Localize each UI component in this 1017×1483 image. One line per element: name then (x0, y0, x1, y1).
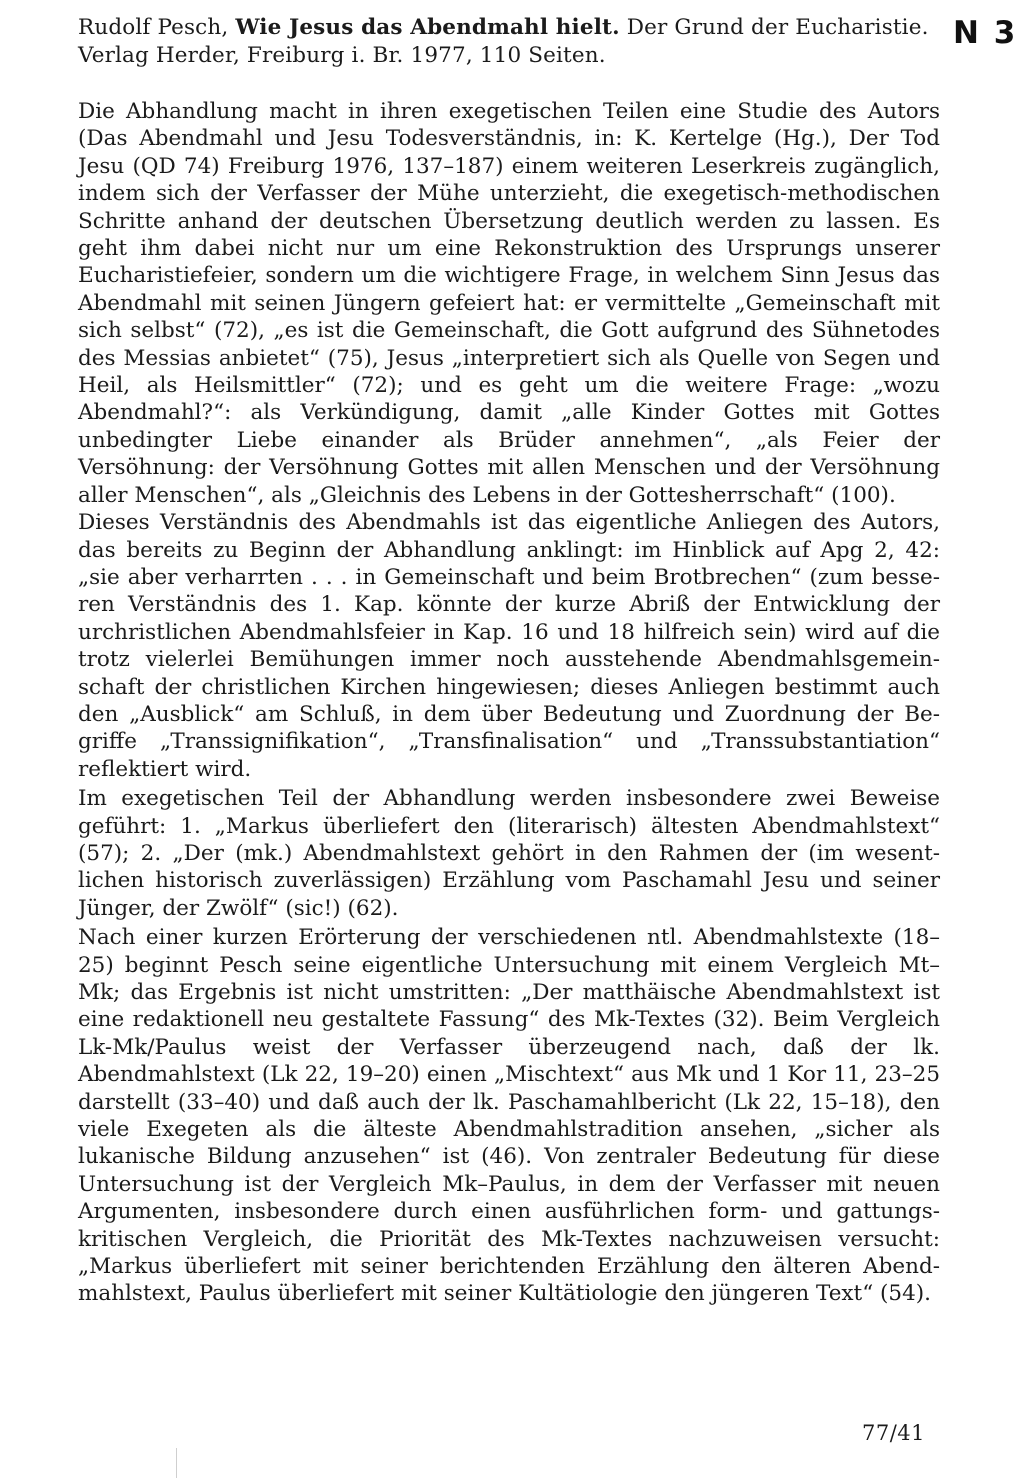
paragraph: Die Abhandlung macht in ihren exegetischen Teilen eine Studie des Autors (Das Abendmahl und Jesu Todesverständnis, in: K. Kertelge (Hg.), Der Tod Jesu (QD 74) Freiburg 1976, 137–187) einem weiteren Leserkreis zugänglich, indem sich der Verfasser der Mühe unterzieht, die exegetisch-methodischen Schritte anhand der deutschen Übersetzung deutlich werden zu lassen. Es geht ihm dabei nicht nur um eine Rekonstruktion des Ursprungs unserer Eucharistiefeier, sondern um die wichtigere Frage, in welchem Sinn Jesus das Abendmahl mit seinen Jüngern gefeiert hat: er vermittelte „Gemeinschaft mit sich selbst“ (72), „es ist die Gemeinschaft, die Gott aufgrund des Sühnetodes des Messias anbietet“ (75), Jesus „interpretiert sich als Quelle von Segen und Heil, als Heilsmittler“ (72); und es geht um die weitere Frage: „wozu Abendmahl?“: als Verkündigung, damit „alle Kinder Gottes mit Gottes unbedingter Liebe einander als Brüder annehmen“, „als Feier der Versöhnung: der Versöhnung Gottes mit allen Menschen und der Versöhnung aller Menschen“, als „Gleichnis des Lebens in der Gottesherrschaft“ (100). (78, 99, 940, 508)
book-title: Wie Jesus das Abendmahl hielt. (235, 15, 620, 40)
paragraph: Nach einer kurzen Erörterung der verschiedenen ntl. Abendmahlstexte (18–25) beginnt Pesch seine eigentliche Untersuchung mit einem Vergleich Mt–Mk; das Ergebnis ist nicht umstritten: „Der matthäische Abendmahlstext ist eine redaktionell neu gestaltete Fassung“ des Mk-Textes (32). Beim Vergleich Lk-Mk/Paulus weist der Verfasser überzeugend nach, daß der lk. Abendmahlstext (Lk 22, 19–20) einen „Mischtext“ aus Mk und 1 Kor 11, 23–25 darstellt (33–40) und daß auch der lk. Paschamahlbericht (Lk 22, 15–18), den viele Exegeten als die älteste Abendmahlstradition ansehen, „sicher als lukanische Bildung anzusehen“ ist (46). Von zentraler Bedeutung für diese Untersuchung ist der Vergleich Mk–Paulus, in dem der Verfasser mit neuen Argumenten, insbesondere durch einen ausführlichen form- und gattungskritischen Vergleich, die Priorität des Mk-Textes nachzuweisen versucht: „Markus überliefert mit seiner berichtenden Erzählung den älteren Abendmahlstext, Paulus überliefert mit seiner Kultätiologie den jüngeren Text“ (54). (78, 925, 940, 1307)
scan-artifact-line (176, 1448, 177, 1478)
section-badge: N 3 (953, 15, 1017, 51)
paragraph: Dieses Verständnis des Abendmahls ist das eigentliche Anliegen des Autors, das bereits zu Beginn der Abhandlung anklingt: im Hinblick auf Apg 2, 42: „sie aber verharrten . . . in Gemeinschaft und beim Brotbrechen“ (zum besseren Verständnis des 1. Kap. könnte der kurze Abriß der Entwicklung der urchristlichen Abendmahlsfeier in Kap. 16 und 18 hilfreich sein) wird auf die trotz vielerlei Bemühungen immer noch ausstehende Abendmahlsgemeinschaft der christlichen Kirchen hingewiesen; dieses Anliegen bestimmt auch den „Ausblick“ am Schluß, in dem über Bedeutung und Zuordnung der Begriffe „Transsignifikation“, „Transfinalisation“ und „Transsubstantiation“ reflektiert wird. (78, 510, 940, 782)
book-subtitle: Der Grund der Eucharistie. (626, 15, 929, 40)
review-body (78, 98, 940, 1308)
book-publisher: Verlag Herder, Freiburg i. Br. 1977, 110 Seiten. (78, 43, 606, 68)
paragraph: Im exegetischen Teil der Abhandlung werden insbesondere zwei Beweise geführt: 1. „Markus überliefert den (literarisch) ältesten Abendmahlstext“ (57); 2. „Der (mk.) Abendmahlstext gehört in den Rahmen der (im wesentlichen historisch zuverlässigen) Erzählung vom Paschamahl Jesu und seiner Jünger, der Zwölf“ (sic!) (62). (78, 786, 940, 921)
book-author: Rudolf Pesch, (78, 15, 229, 40)
page-number: 77/41 (862, 1421, 926, 1445)
review-header (78, 14, 948, 70)
